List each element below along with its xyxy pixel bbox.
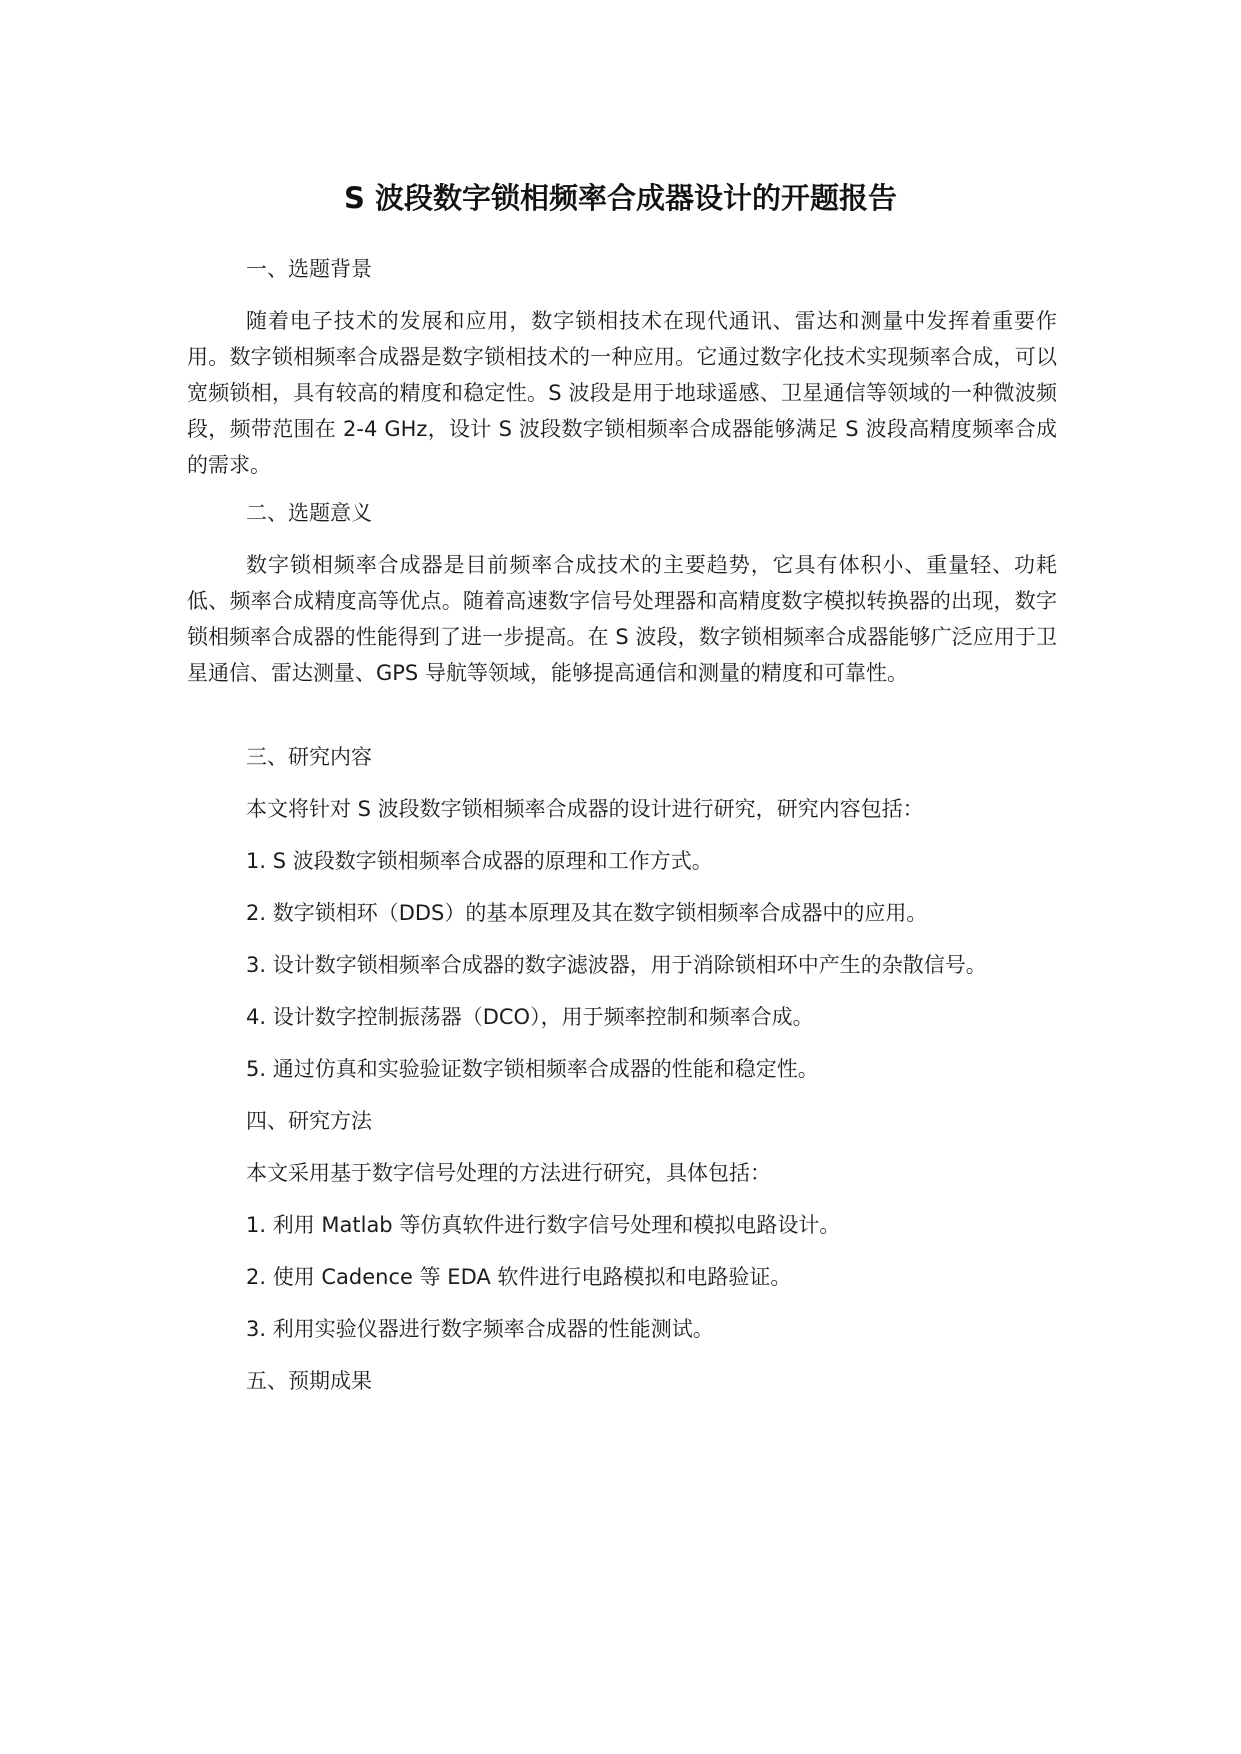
- section-heading-significance: 二、选题意义: [246, 501, 372, 525]
- list-item: 2. 使用 Cadence 等 EDA 软件进行电路模拟和电路验证。: [246, 1265, 792, 1289]
- section-intro-method: 本文采用基于数字信号处理的方法进行研究，具体包括：: [246, 1161, 771, 1185]
- list-item: 1. S 波段数字锁相频率合成器的原理和工作方式。: [246, 849, 713, 873]
- paragraph-text: 随着电子技术的发展和应用，数字锁相技术在现代通讯、雷达和测量中发挥着重要作用。数字锁相频率合成器是数字锁相技术的一种应用。它通过数字化技术实现频率合成，可以宽频锁相，具有较高的精度和稳定性。S 波段是用于地球遥感、卫星通信等领域的一种微波频段，频带范围在 2-4 GHz，设计 S 波段数字锁相频率合成器能够满足 S 波段高精度频率合成的需求。: [187, 309, 1057, 477]
- section-heading-content: 三、研究内容: [246, 745, 372, 769]
- section-paragraph-significance: [187, 547, 1057, 691]
- list-item: 3. 设计数字锁相频率合成器的数字滤波器，用于消除锁相环中产生的杂散信号。: [246, 953, 987, 977]
- list-item: 2. 数字锁相环（DDS）的基本原理及其在数字锁相频率合成器中的应用。: [246, 901, 928, 925]
- list-item: 4. 设计数字控制振荡器（DCO），用于频率控制和频率合成。: [246, 1005, 814, 1029]
- section-heading-background: 一、选题背景: [246, 257, 372, 281]
- list-item: 3. 利用实验仪器进行数字频率合成器的性能测试。: [246, 1317, 714, 1341]
- section-heading-results: 五、预期成果: [246, 1369, 372, 1393]
- list-item: 1. 利用 Matlab 等仿真软件进行数字信号处理和模拟电路设计。: [246, 1213, 841, 1237]
- document-title: S 波段数字锁相频率合成器设计的开题报告: [344, 181, 897, 215]
- paragraph-text: 数字锁相频率合成器是目前频率合成技术的主要趋势，它具有体积小、重量轻、功耗低、频率合成精度高等优点。随着高速数字信号处理器和高精度数字模拟转换器的出现，数字锁相频率合成器的性能得到了进一步提高。在 S 波段，数字锁相频率合成器能够广泛应用于卫星通信、雷达测量、GPS 导航等领域，能够提高通信和测量的精度和可靠性。: [187, 553, 1057, 685]
- section-heading-method: 四、研究方法: [246, 1109, 372, 1133]
- section-paragraph-background: [187, 303, 1057, 483]
- list-item: 5. 通过仿真和实验验证数字锁相频率合成器的性能和稳定性。: [246, 1057, 819, 1081]
- section-intro-content: 本文将针对 S 波段数字锁相频率合成器的设计进行研究，研究内容包括：: [246, 797, 924, 821]
